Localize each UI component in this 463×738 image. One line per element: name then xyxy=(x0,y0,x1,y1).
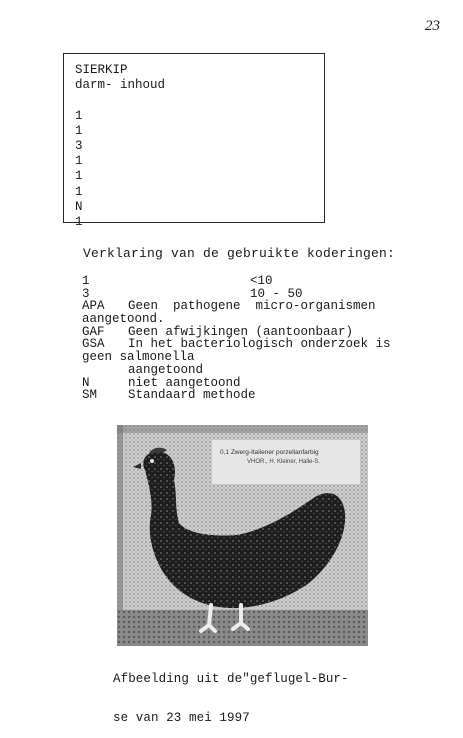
legend-row xyxy=(82,389,427,402)
legend-description: Geen pathogene micro-organismen xyxy=(128,299,376,314)
legend-description: geen salmonella xyxy=(82,350,195,365)
legend-heading: Verklaring van de gebruikte koderingen: xyxy=(83,246,396,261)
legend-code: GAF xyxy=(82,324,105,339)
box-title: SIERKIP xyxy=(75,63,128,77)
photo-inset-text-2: VHOR., H. Kleiner, Halle-S. xyxy=(247,459,321,465)
legend-code: GSA xyxy=(82,337,105,352)
legend-code: N xyxy=(82,375,90,390)
chicken-photo xyxy=(117,425,368,646)
box-value: 1 xyxy=(75,214,83,229)
box-value: 1 xyxy=(75,169,83,184)
legend-description: aangetoond xyxy=(128,362,204,377)
photo-inset-text-1: 0,1 Zwerg-Italiener porzellanfarbig xyxy=(220,449,319,456)
legend-range: <10 xyxy=(250,274,273,288)
page-number: 23 xyxy=(425,18,440,34)
legend-code: APA xyxy=(82,299,105,314)
legend-description: In het bacteriologisch onderzoek is xyxy=(128,337,391,352)
photo-caption xyxy=(113,647,349,738)
legend-description: niet aangetoond xyxy=(128,375,241,390)
legend-code: SM xyxy=(82,388,98,403)
caption-line-2: se van 23 mei 1997 xyxy=(113,711,250,725)
box-value: 3 xyxy=(75,138,83,153)
caption-line-1: Afbeelding uit de"geflugel-Bur- xyxy=(113,672,349,686)
legend-list xyxy=(82,275,427,402)
legend-description: aangetoond. xyxy=(82,312,165,327)
legend-code: 1 xyxy=(82,274,90,288)
data-box xyxy=(63,53,325,229)
legend-description: Standaard methode xyxy=(128,388,256,403)
legend-range: 10 - 50 xyxy=(250,286,303,301)
box-value: N xyxy=(75,199,83,214)
box-value: 1 xyxy=(75,154,83,169)
legend-description: Geen afwijkingen (aantoonbaar) xyxy=(128,324,354,339)
legend-row xyxy=(82,275,427,288)
box-value: 1 xyxy=(75,108,83,123)
legend-code: 3 xyxy=(82,286,90,301)
chicken-eye xyxy=(150,459,154,463)
box-value: 1 xyxy=(75,184,83,199)
box-spacer xyxy=(75,93,324,108)
chicken-illustration xyxy=(117,425,368,646)
box-subtitle: darm- inhoud xyxy=(75,78,166,93)
box-value: 1 xyxy=(75,123,83,138)
